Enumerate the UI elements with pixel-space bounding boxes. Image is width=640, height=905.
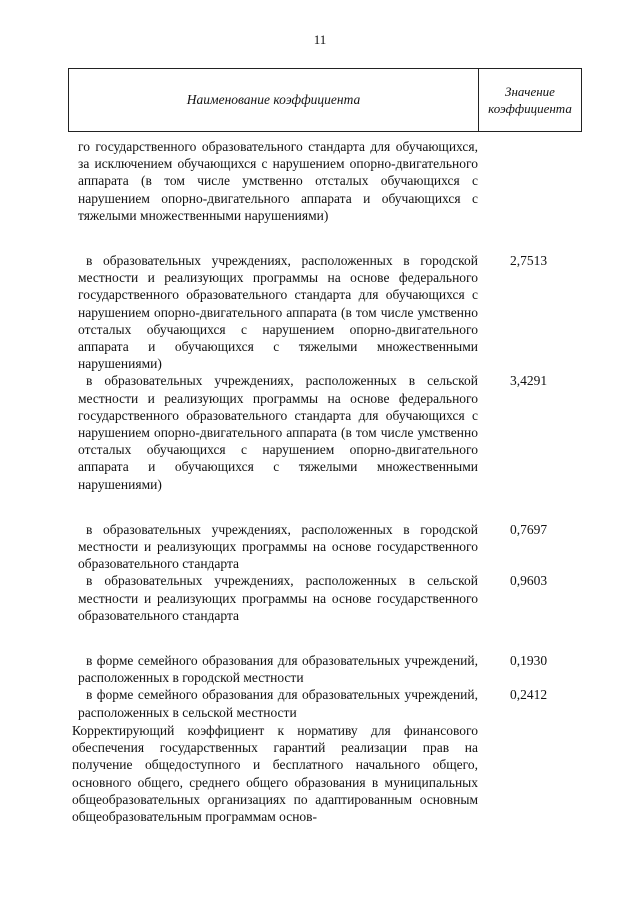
table-header <box>68 68 582 132</box>
row-text: в форме семейного образования для образовательных учреждений, расположенных в городской местности <box>78 653 478 686</box>
header-coefficient-name: Наименование коэффициента <box>69 69 479 131</box>
intro-text: го государственного образовательного стандарта для обучающихся, за исключением обучающихся с нарушением опорно-двигательного аппарата (в том числе умственно отсталых обучающихся с нарушением опорно-двигательного аппарата и обучающихся с тяжелыми множественными нарушениями) <box>78 139 478 223</box>
table-body <box>78 138 548 721</box>
table-row <box>78 686 548 720</box>
row-text: в образовательных учреждениях, расположенных в городской местности и реализующих программы на основе государственного образовательного стандарта <box>78 521 478 572</box>
table-row <box>78 652 548 686</box>
page-number: 11 <box>313 32 327 47</box>
row-value: 0,2412 <box>510 687 548 703</box>
table-row <box>78 252 548 372</box>
row-value: 0,7697 <box>510 521 548 537</box>
table-row <box>78 572 548 624</box>
row-text: в образовательных учреждениях, расположенных в сельской местности и реализующих программы на основе государственного образовательного стандарта <box>78 573 478 623</box>
row-value: 0,1930 <box>510 653 548 669</box>
row-text: в форме семейного образования для образовательных учреждений, расположенных в сельской местности <box>78 687 478 720</box>
row-value: 2,7513 <box>510 253 548 269</box>
footer-paragraph: Корректирующий коэффициент к нормативу для финансового обеспечения государственных гарантий реализации прав на получение общедоступного и бесплатного начального общего, основного общего, среднего общего образования в муниципальных общеобразовательных организациях по адаптированным основным общеобразовательным программам основ- <box>72 723 478 825</box>
row-value: 0,9603 <box>510 573 548 589</box>
row-value: 3,4291 <box>510 373 548 389</box>
header-coefficient-value: Значение коэффициента <box>488 84 572 116</box>
row-text: в образовательных учреждениях, расположенных в городской местности и реализующих программы на основе федерального государственного образовательного стандарта для обучающихся с нарушением опорно-двигательного аппарата (в том числе умственно отсталых обучающихся с нарушением опорно-двигательного аппарата и обучающихся с тяжелыми множественными нарушениями) <box>78 253 478 372</box>
table-row <box>78 521 548 573</box>
row-text: в образовательных учреждениях, расположенных в сельской местности и реализующих программы на основе федерального государственного образовательного стандарта для обучающихся с нарушением опорно-двигательного аппарата (в том числе умственно отсталых обучающихся с нарушением опорно-двигательного аппарата и обучающихся с тяжелыми множественными нарушениями) <box>78 373 478 492</box>
table-row <box>78 372 548 492</box>
